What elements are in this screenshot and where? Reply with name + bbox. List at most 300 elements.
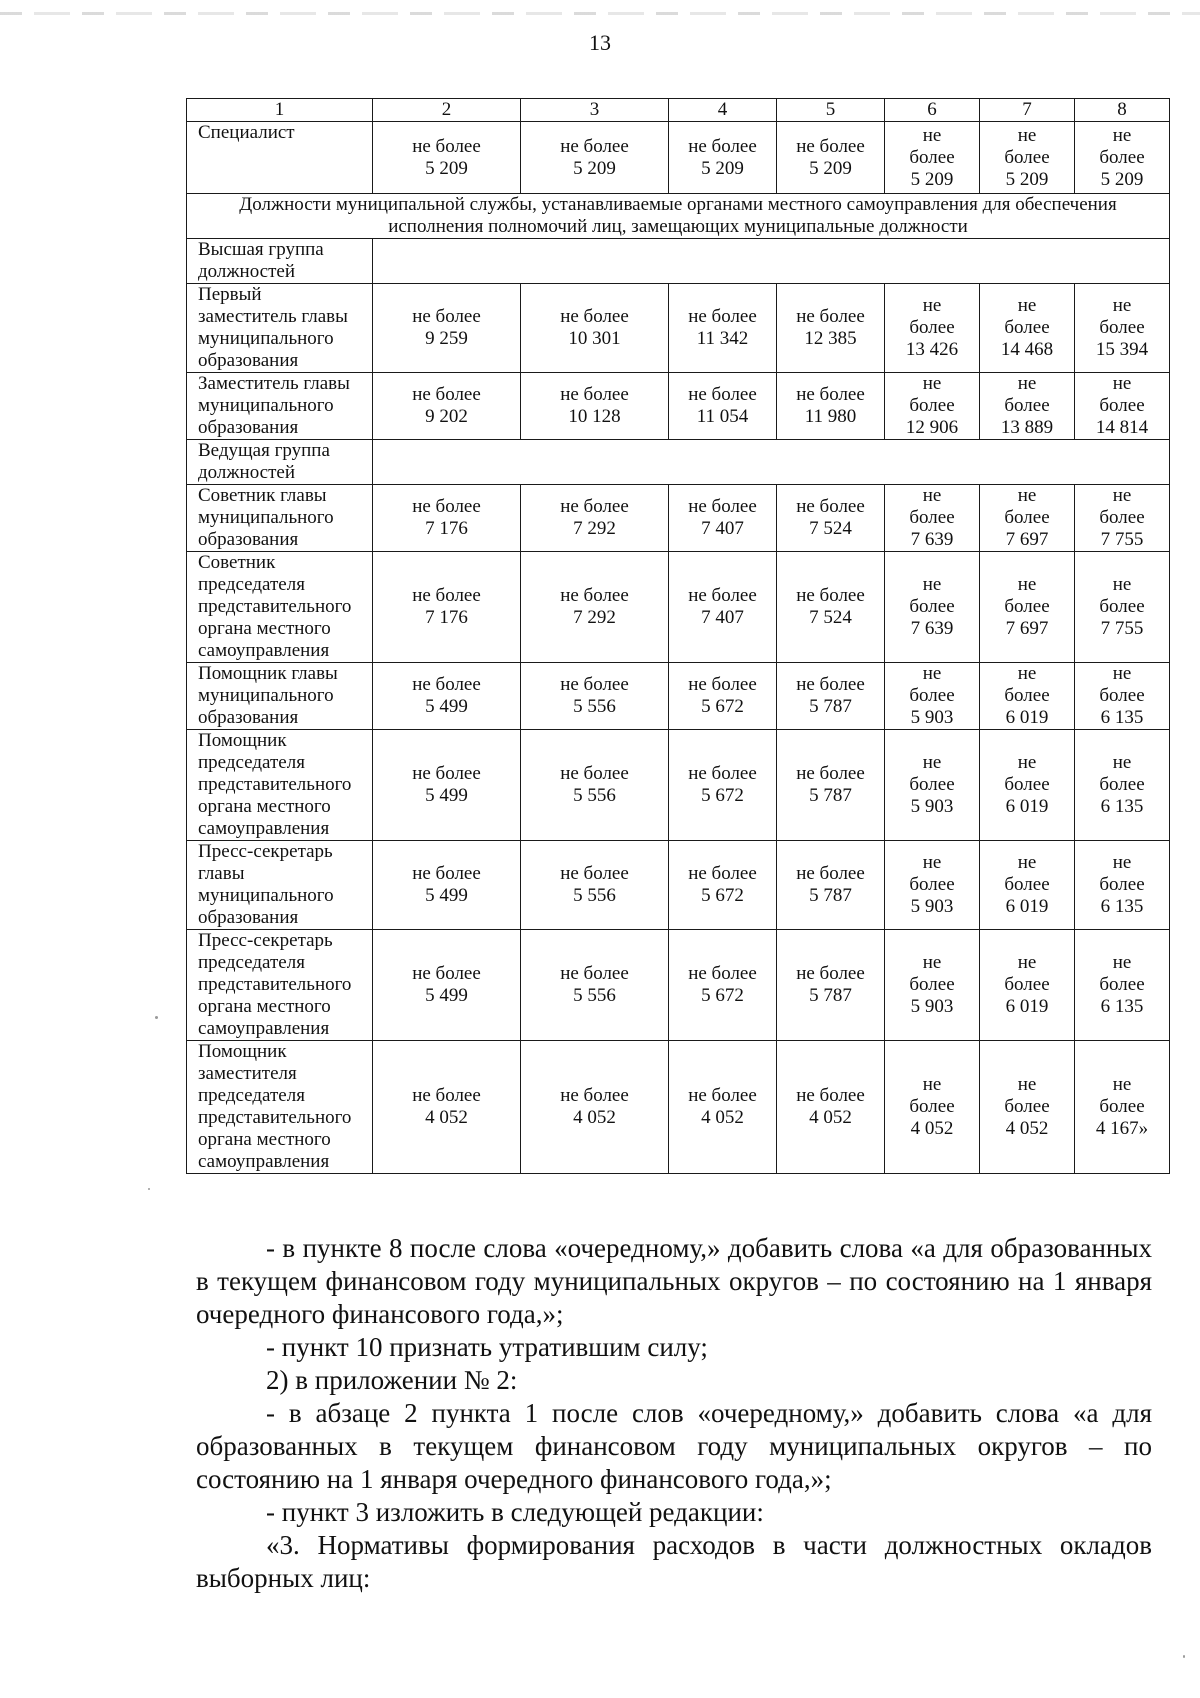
text-line: 5 787: [809, 885, 852, 906]
text-line: 5 672: [701, 985, 744, 1006]
text-line: не: [1017, 574, 1037, 595]
salary-cell: [1075, 930, 1170, 1041]
text-line: не более: [560, 384, 629, 405]
salary-cell: [980, 663, 1075, 730]
salary-cell: [777, 552, 885, 663]
text-line: более: [1004, 317, 1050, 338]
salary-cell: [885, 1041, 980, 1174]
position-name-cell: [187, 284, 373, 373]
text-line: 13 889: [1000, 417, 1054, 438]
text-line: не более: [796, 384, 865, 405]
text-line: более: [909, 1096, 955, 1117]
salary-cell: [1075, 841, 1170, 930]
text-line: 6 135: [1100, 796, 1144, 817]
column-number: 3: [521, 99, 669, 122]
text-line: 7 697: [1005, 529, 1049, 550]
salary-cell: [373, 122, 521, 194]
text-line: органа местного: [198, 1129, 331, 1150]
text-line: представительного: [198, 596, 352, 617]
salary-cell: [885, 122, 980, 194]
text-line: не более: [560, 863, 629, 884]
table-row: [187, 730, 1170, 841]
text-line: 5 209: [425, 157, 468, 179]
salary-cell: [373, 663, 521, 730]
text-line: Высшая группа: [198, 239, 324, 260]
text-line: Советник: [198, 552, 276, 573]
text-line: не: [1112, 1074, 1132, 1095]
text-line: не: [1017, 373, 1037, 394]
text-line: более: [1004, 974, 1050, 995]
salary-cell: [1075, 122, 1170, 194]
text-line: муниципального: [198, 685, 334, 706]
salary-cell: [373, 373, 521, 440]
text-line: образования: [198, 417, 299, 438]
salary-cell: [777, 1041, 885, 1174]
salary-cell: [373, 841, 521, 930]
text-line: образования: [198, 529, 299, 550]
paragraph: - пункт 10 признать утратившим силу;: [266, 1332, 708, 1362]
group-name-cell: [187, 440, 373, 485]
paragraph: - пункт 3 изложить в следующей редакции:: [266, 1497, 764, 1527]
text-line: более: [909, 874, 955, 895]
position-name-cell: [187, 373, 373, 440]
text-line: представительного: [198, 774, 352, 795]
text-line: муниципального: [198, 395, 334, 416]
text-line: не: [1017, 124, 1037, 146]
text-line: не более: [688, 135, 757, 157]
salary-cell: [669, 663, 777, 730]
text-line: должностей: [198, 261, 296, 282]
salary-cell: [669, 284, 777, 373]
salary-cell: [777, 730, 885, 841]
salary-cell: [1075, 730, 1170, 841]
text-line: не более: [688, 963, 757, 984]
salary-cell: [777, 373, 885, 440]
table-row: [187, 373, 1170, 440]
text-line: 5 499: [425, 696, 468, 717]
salary-cell: [521, 841, 669, 930]
text-line: 7 292: [573, 518, 616, 539]
text-line: не: [922, 663, 942, 684]
text-line: более: [909, 774, 955, 795]
salary-cell: [885, 663, 980, 730]
paragraph: 2) в приложении № 2:: [266, 1365, 518, 1395]
text-line: более: [1099, 395, 1145, 416]
text-line: 11 980: [804, 406, 857, 427]
text-line: 7 524: [809, 607, 852, 628]
text-line: не: [922, 574, 942, 595]
text-line: 5 556: [573, 696, 616, 717]
salary-cell: [669, 841, 777, 930]
text-line: более: [1004, 1096, 1050, 1117]
column-number: 6: [885, 99, 980, 122]
text-line: не более: [412, 585, 481, 606]
text-line: образования: [198, 907, 299, 928]
salary-cell: [669, 373, 777, 440]
salary-cell: [980, 122, 1075, 194]
text-line: Помощник главы: [198, 663, 338, 684]
text-line: Помощник: [198, 1041, 287, 1062]
text-line: не: [1112, 574, 1132, 595]
text-line: самоуправления: [198, 818, 330, 839]
text-line: 12 906: [905, 417, 959, 438]
text-line: 4 052: [1005, 1118, 1049, 1139]
salary-cell: [521, 930, 669, 1041]
section-heading: Должности муниципальной службы, устанавливаемые органами местного самоуправления для обеспечения исполнения полномочий лиц, замещающих муниципальные должности: [187, 194, 1170, 239]
text-line: Ведущая группа: [198, 440, 330, 461]
salary-cell: [373, 284, 521, 373]
salary-cell: [521, 730, 669, 841]
text-line: не: [1017, 485, 1037, 506]
salary-cell: [885, 485, 980, 552]
text-line: более: [1099, 774, 1145, 795]
text-line: не более: [560, 1085, 629, 1106]
scan-speck: [155, 1016, 158, 1019]
group-row: [187, 440, 1170, 485]
text-line: не более: [412, 306, 481, 327]
table-row: [187, 284, 1170, 373]
text-line: 5 556: [573, 785, 616, 806]
text-line: 5 209: [701, 157, 744, 179]
text-line: более: [1099, 874, 1145, 895]
position-name-cell: [187, 730, 373, 841]
salary-cell: [1075, 284, 1170, 373]
scan-edge-noise: [0, 12, 1200, 15]
text-line: не более: [796, 496, 865, 517]
salary-cell: [777, 841, 885, 930]
salary-cell: [373, 552, 521, 663]
table-row: [187, 485, 1170, 552]
text-line: 10 301: [568, 328, 621, 349]
text-line: не более: [412, 384, 481, 405]
salary-cell: [885, 552, 980, 663]
text-line: 5 787: [809, 785, 852, 806]
text-line: 9 259: [425, 328, 468, 349]
text-line: не: [1017, 752, 1037, 773]
text-line: самоуправления: [198, 640, 330, 661]
text-line: 5 209: [573, 157, 616, 179]
column-number: 1: [187, 99, 373, 122]
column-number: 4: [669, 99, 777, 122]
text-line: не более: [796, 963, 865, 984]
position-name-cell: [187, 1041, 373, 1174]
table-row: [187, 122, 1170, 194]
scan-speck: [148, 1188, 150, 1190]
position-name-cell: [187, 663, 373, 730]
text-line: 7 639: [910, 618, 954, 639]
text-line: более: [1004, 685, 1050, 706]
text-line: более: [1004, 874, 1050, 895]
position-name-cell: [187, 841, 373, 930]
text-line: не: [1112, 852, 1132, 873]
text-line: Заместитель главы: [198, 373, 350, 394]
text-line: муниципального: [198, 507, 334, 528]
text-line: Помощник: [198, 730, 287, 751]
text-line: не: [922, 295, 942, 316]
text-line: самоуправления: [198, 1018, 330, 1039]
section-heading-row: [187, 194, 1170, 239]
text-line: не более: [796, 1085, 865, 1106]
text-line: не более: [560, 674, 629, 695]
text-line: 5 672: [701, 696, 744, 717]
text-line: заместителя: [198, 1063, 297, 1084]
text-line: не более: [688, 674, 757, 695]
table-row: [187, 663, 1170, 730]
text-line: более: [909, 146, 955, 168]
text-line: не более: [796, 306, 865, 327]
salary-cell: [521, 1041, 669, 1174]
text-line: не более: [688, 496, 757, 517]
text-line: 7 697: [1005, 618, 1049, 639]
text-line: представительного: [198, 1107, 352, 1128]
salary-cell: [521, 122, 669, 194]
column-number: 5: [777, 99, 885, 122]
text-line: председателя: [198, 752, 305, 773]
position-name-cell: [187, 552, 373, 663]
text-line: не более: [796, 585, 865, 606]
text-line: 5 903: [910, 796, 954, 817]
salary-cell: [373, 930, 521, 1041]
text-line: 5 209: [1005, 168, 1049, 190]
column-number-row: [187, 99, 1170, 122]
table-row: [187, 1041, 1170, 1174]
text-line: заместитель главы: [198, 306, 348, 327]
empty-cell: [373, 239, 1170, 284]
text-line: 6 135: [1100, 896, 1144, 917]
text-line: не более: [688, 1085, 757, 1106]
text-line: 4 052: [701, 1107, 744, 1128]
text-line: не: [1112, 752, 1132, 773]
salary-cell: [669, 730, 777, 841]
text-line: органа местного: [198, 618, 331, 639]
salary-cell: [1075, 663, 1170, 730]
text-line: 4 167»: [1095, 1118, 1149, 1139]
text-line: 5 787: [809, 696, 852, 717]
text-line: не более: [560, 135, 629, 157]
text-line: не: [1112, 124, 1132, 146]
salary-cell: [885, 930, 980, 1041]
text-line: 7 176: [425, 518, 468, 539]
text-line: должностей: [198, 462, 296, 483]
text-line: образования: [198, 707, 299, 728]
text-line: более: [1099, 317, 1145, 338]
group-row: [187, 239, 1170, 284]
text-line: 5 787: [809, 985, 852, 1006]
text-line: не более: [796, 763, 865, 784]
text-line: органа местного: [198, 796, 331, 817]
text-line: не: [922, 373, 942, 394]
text-line: 4 052: [573, 1107, 616, 1128]
text-line: Первый: [198, 284, 262, 305]
salary-cell: [777, 122, 885, 194]
salary-cell: [521, 663, 669, 730]
table-body: [187, 122, 1170, 1174]
text-line: не: [1112, 295, 1132, 316]
text-line: не более: [412, 135, 481, 157]
position-name-cell: [187, 122, 373, 194]
salary-cell: [777, 485, 885, 552]
text-line: более: [1099, 974, 1145, 995]
text-line: 5 903: [910, 707, 954, 728]
text-line: 14 814: [1095, 417, 1149, 438]
salary-cell: [980, 552, 1075, 663]
text-line: не: [1112, 952, 1132, 973]
salary-cell: [777, 284, 885, 373]
text-line: более: [1099, 507, 1145, 528]
salary-cell: [885, 373, 980, 440]
text-line: не более: [412, 496, 481, 517]
text-line: не: [1017, 1074, 1037, 1095]
salary-cell: [1075, 485, 1170, 552]
text-line: 6 135: [1100, 996, 1144, 1017]
salary-cell: [885, 284, 980, 373]
text-line: 10 128: [568, 406, 621, 427]
text-line: не: [1112, 485, 1132, 506]
text-line: 11 342: [696, 328, 749, 349]
text-line: не более: [688, 863, 757, 884]
position-name-cell: [187, 485, 373, 552]
text-line: не: [1017, 663, 1037, 684]
text-line: более: [1004, 395, 1050, 416]
text-line: 5 556: [573, 885, 616, 906]
text-line: представительного: [198, 974, 352, 995]
text-line: не: [1112, 373, 1132, 394]
text-line: более: [1004, 146, 1050, 168]
salary-cell: [669, 122, 777, 194]
salary-cell: [1075, 1041, 1170, 1174]
text-line: 5 903: [910, 996, 954, 1017]
text-line: 6 019: [1005, 996, 1049, 1017]
text-line: не более: [796, 863, 865, 884]
text-line: 4 052: [809, 1107, 852, 1128]
text-line: не более: [688, 585, 757, 606]
text-line: более: [909, 507, 955, 528]
salary-cell: [777, 663, 885, 730]
salary-cell: [980, 284, 1075, 373]
salary-cell: [373, 485, 521, 552]
text-line: не более: [412, 963, 481, 984]
text-line: не более: [796, 135, 865, 157]
text-line: более: [1004, 774, 1050, 795]
text-line: не: [1017, 952, 1037, 973]
text-line: 7 292: [573, 607, 616, 628]
text-line: 5 499: [425, 785, 468, 806]
text-line: не более: [560, 763, 629, 784]
text-line: 6 019: [1005, 796, 1049, 817]
salary-cell: [980, 930, 1075, 1041]
text-line: не более: [412, 763, 481, 784]
text-line: 7 176: [425, 607, 468, 628]
text-line: более: [1099, 1096, 1145, 1117]
text-line: 7 755: [1100, 618, 1144, 639]
text-line: не более: [560, 306, 629, 327]
text-line: 7 407: [701, 607, 744, 628]
text-line: 5 209: [910, 168, 954, 190]
text-line: более: [1099, 685, 1145, 706]
salary-cell: [373, 1041, 521, 1174]
text-line: 7 407: [701, 518, 744, 539]
column-number: 7: [980, 99, 1075, 122]
text-line: не: [922, 124, 942, 146]
text-line: не более: [412, 863, 481, 884]
salary-cell: [521, 485, 669, 552]
text-line: 14 468: [1000, 339, 1054, 360]
body-text: [196, 1232, 1152, 1595]
text-line: более: [1004, 596, 1050, 617]
text-line: не: [922, 485, 942, 506]
text-line: более: [909, 596, 955, 617]
salary-cell: [1075, 373, 1170, 440]
text-line: не более: [560, 963, 629, 984]
text-line: Советник главы: [198, 485, 327, 506]
text-line: 5 672: [701, 785, 744, 806]
text-line: не более: [560, 585, 629, 606]
salary-cell: [980, 841, 1075, 930]
text-line: 11 054: [696, 406, 749, 427]
text-line: главы: [198, 863, 245, 884]
text-line: не: [1017, 295, 1037, 316]
text-line: не: [1017, 852, 1037, 873]
text-line: 4 052: [425, 1107, 468, 1128]
salary-cell: [980, 1041, 1075, 1174]
text-line: более: [909, 317, 955, 338]
text-line: 13 426: [905, 339, 959, 360]
salary-table: [186, 98, 1170, 1174]
text-line: муниципального: [198, 328, 334, 349]
text-line: не более: [688, 763, 757, 784]
salary-cell: [669, 1041, 777, 1174]
text-line: не: [922, 952, 942, 973]
position-name-cell: [187, 930, 373, 1041]
text-line: председателя: [198, 1085, 305, 1106]
text-line: не более: [412, 674, 481, 695]
text-line: 7 524: [809, 518, 852, 539]
page-number: 13: [589, 30, 611, 55]
salary-cell: [521, 552, 669, 663]
text-line: самоуправления: [198, 1151, 330, 1172]
column-number: 8: [1075, 99, 1170, 122]
salary-cell: [669, 930, 777, 1041]
text-line: органа местного: [198, 996, 331, 1017]
salary-cell: [885, 841, 980, 930]
text-line: 4 052: [910, 1118, 954, 1139]
salary-cell: [669, 485, 777, 552]
text-line: более: [909, 395, 955, 416]
salary-cell: [980, 730, 1075, 841]
text-line: 5 499: [425, 885, 468, 906]
text-line: не: [922, 852, 942, 873]
text-line: более: [1004, 507, 1050, 528]
text-line: 6 019: [1005, 896, 1049, 917]
table-row: [187, 930, 1170, 1041]
text-line: 12 385: [804, 328, 857, 349]
paragraph: - в пункте 8 после слова «очередному,» добавить слова «а для образованных в текущем финансовом году муниципальных округов – по состоянию на 1 января очередного финансового года,»;: [196, 1233, 1152, 1329]
paragraph: - в абзаце 2 пункта 1 после слов «очередному,» добавить слова «а для образованных в текущем финансовом году муниципальных округов – по состоянию на 1 января очередного финансового года,»;: [196, 1398, 1152, 1494]
text-line: не более: [688, 384, 757, 405]
text-line: не: [1112, 663, 1132, 684]
text-line: 5 209: [809, 157, 852, 179]
text-line: 5 672: [701, 885, 744, 906]
scan-speck: [1183, 1655, 1185, 1658]
salary-cell: [373, 730, 521, 841]
text-line: 15 394: [1095, 339, 1149, 360]
salary-cell: [521, 373, 669, 440]
text-line: 6 135: [1100, 707, 1144, 728]
text-line: 5 556: [573, 985, 616, 1006]
text-line: 5 499: [425, 985, 468, 1006]
text-line: 7 755: [1100, 529, 1144, 550]
text-line: не: [922, 1074, 942, 1095]
